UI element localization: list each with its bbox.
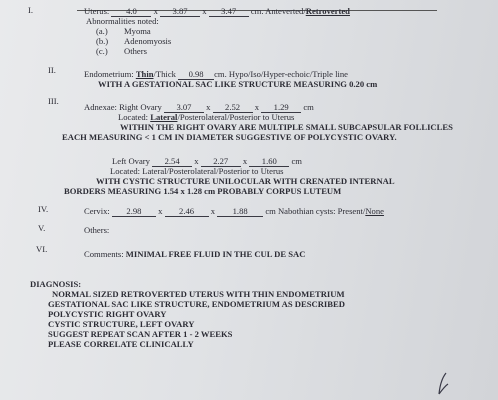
others-label: Others: — [84, 225, 110, 235]
times-3: x — [206, 102, 211, 112]
abnormalities-label: Abnormalities noted: — [86, 16, 159, 26]
abn-a-text: Myoma — [124, 26, 151, 36]
left-ovary-dim-2: 2.27 — [201, 157, 241, 167]
right-ovary-finding-1: WITHIN THE RIGHT OVARY ARE MULTIPLE SMALL SUBCAPSULAR FOLLICLES — [120, 122, 453, 132]
numeral-i: I. — [28, 5, 34, 15]
left-ovary-label: Left Ovary — [112, 156, 150, 166]
uterus-label: Uterus: — [84, 6, 110, 16]
diagnosis-line-2: GESTATIONAL SAC LIKE STRUCTURE, ENDOMETRIUM AS DESCRIBED — [48, 299, 345, 309]
right-ovary-dim-3: 1.29 — [261, 103, 301, 113]
uterus-suffix: cm. Anteverted/ — [250, 6, 306, 16]
endometrium-value: 0.98 — [178, 70, 214, 80]
times-1: x — [153, 6, 158, 16]
right-located-prefix: Located: — [118, 112, 149, 122]
abn-a-letter: (a.) — [96, 26, 108, 36]
cervix-none: None — [365, 206, 384, 216]
numeral-iii: III. — [48, 96, 59, 106]
endometrium-thick: /Thick — [153, 69, 176, 79]
diagnosis-line-6: PLEASE CORRELATE CLINICALLY — [48, 339, 194, 349]
abn-c-letter: (c.) — [96, 46, 108, 56]
right-located-lateral: Lateral — [150, 112, 178, 122]
left-ovary-dim-1: 2.54 — [152, 157, 192, 167]
adnexae-label: Adnexae: Right Ovary — [84, 102, 162, 112]
times-5: x — [194, 156, 199, 166]
left-ovary-finding-2: BORDERS MEASURING 1.54 x 1.28 cm PROBABLY CORPUS LUTEUM — [64, 186, 342, 196]
right-ovary-dim-2: 2.52 — [213, 103, 253, 113]
cervix-suffix: cm Nabothian cysts: Present/ — [265, 206, 366, 216]
left-ovary-dim-3: 1.60 — [249, 157, 289, 167]
endometrium-suffix: cm. Hypo/Iso/Hyper-echoic/Triple line — [214, 69, 348, 79]
comments-label: Comments: — [84, 249, 124, 259]
right-ovary-unit: cm — [303, 102, 314, 112]
signature-mark — [436, 372, 450, 396]
times-2: x — [202, 6, 207, 16]
abn-b-letter: (b.) — [96, 36, 109, 46]
diagnosis-line-5: SUGGEST REPEAT SCAN AFTER 1 - 2 WEEKS — [48, 329, 233, 339]
diagnosis-label: DIAGNOSIS: — [30, 279, 82, 289]
numeral-v: V. — [38, 223, 46, 233]
left-ovary-unit: cm — [291, 156, 302, 166]
left-ovary-located: Located: Lateral/Posterolateral/Posterior to Uterus — [110, 166, 284, 176]
right-ovary-dim-1: 3.07 — [164, 103, 204, 113]
uterus-dim-3: 3.47 — [209, 7, 249, 17]
right-ovary-located — [118, 113, 294, 122]
uterus-retroverted: Retroverted — [305, 6, 350, 16]
endometrium-finding: WITH A GESTATIONAL SAC LIKE STRUCTURE MEASURING 0.20 cm — [98, 79, 378, 89]
times-4: x — [254, 102, 260, 112]
endometrium-label: Endometrium: — [84, 69, 134, 79]
diagnosis-line-3: POLYCYSTIC RIGHT OVARY — [48, 309, 167, 319]
times-8: x — [210, 206, 215, 216]
cervix-label: Cervix: — [84, 206, 110, 216]
diagnosis-line-1: NORMAL SIZED RETROVERTED UTERUS WITH THIN ENDOMETRIUM — [52, 289, 345, 299]
right-ovary-finding-2: EACH MEASURING < 1 CM IN DIAMETER SUGGESTIVE OF POLYCYSTIC OVARY. — [62, 132, 397, 142]
numeral-vi: VI. — [36, 244, 48, 254]
diagnosis-line-4: CYSTIC STRUCTURE, LEFT OVARY — [48, 319, 195, 329]
numeral-ii: II. — [48, 65, 56, 75]
times-7: x — [158, 206, 163, 216]
abn-c-text: Others — [124, 46, 147, 56]
numeral-iv: IV. — [38, 204, 49, 214]
abn-b-text: Adenomyosis — [124, 36, 172, 46]
times-6: x — [242, 156, 248, 166]
right-located-rest: /Posterolateral/Posterior to Uterus — [177, 112, 295, 122]
cervix-line — [84, 207, 384, 217]
comments-text: MINIMAL FREE FLUID IN THE CUL DE SAC — [125, 249, 306, 259]
comments-line — [84, 250, 305, 259]
uterus-dim-1: 4.0 — [111, 7, 151, 17]
uterus-dim-2: 3.87 — [160, 7, 200, 17]
left-ovary-finding-1: WITH CYSTIC STRUCTURE UNILOCULAR WITH CRENATED INTERNAL — [96, 176, 395, 186]
endometrium-thin: Thin — [135, 69, 154, 79]
cervix-dim-2: 2.46 — [165, 207, 209, 217]
cervix-dim-1: 2.98 — [112, 207, 156, 217]
cervix-dim-3: 1.88 — [217, 207, 263, 217]
